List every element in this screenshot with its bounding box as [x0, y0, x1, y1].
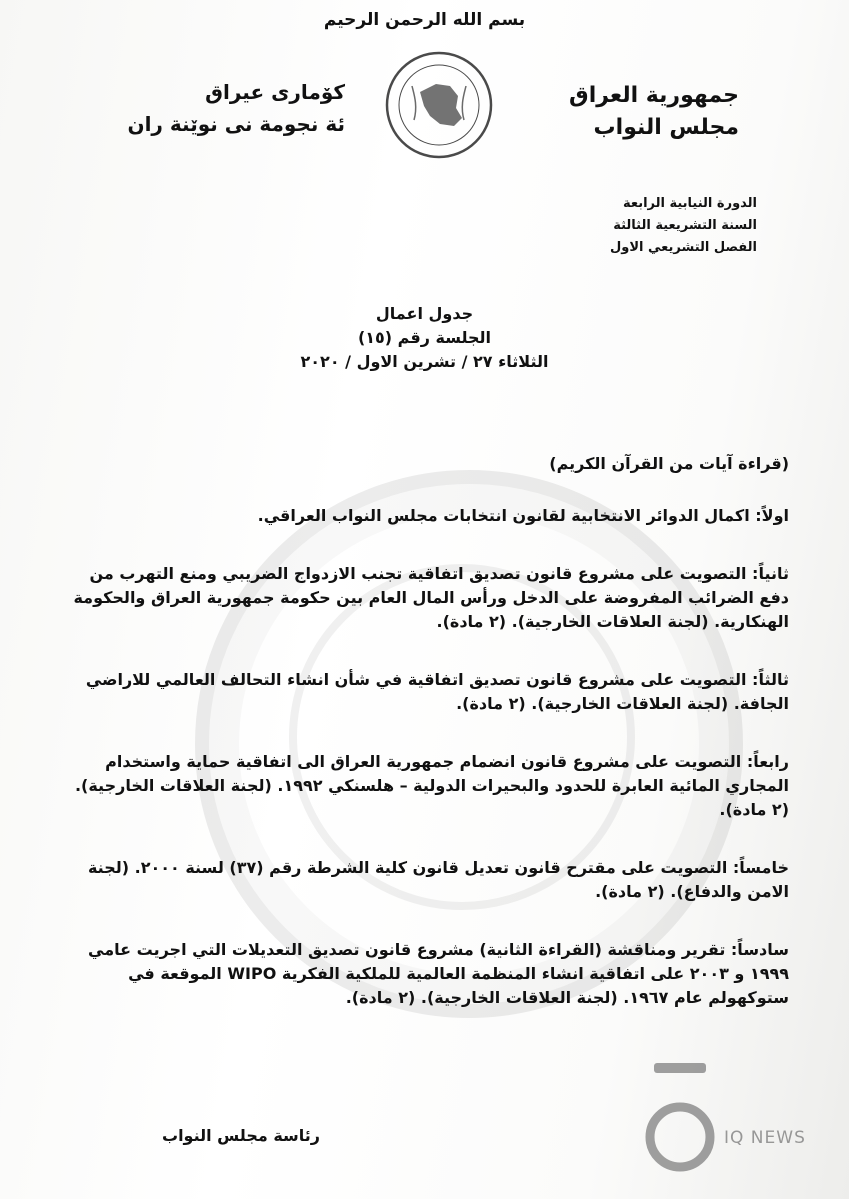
agenda-item-5: خامساً: التصويت على مقترح قانون تعديل قانون كلية الشرطة رقم (٣٧) لسنة ٢٠٠٠. (لجنة الامن والدفاع). (٢ مادة).: [87, 858, 789, 901]
agenda-heading: [0, 302, 849, 374]
republic-name: جمهورية العراق: [569, 83, 739, 108]
agenda-item-2: ثانياً: التصويت على مشروع قانون تصديق اتفاقية تجنب الازدواج الضريبي ومنع التهرب من دفع الضرائب المفروضة على الدخل ورأس المال العام بين حكومة جمهورية العراق والحكومة الهنكارية. (لجنة العلاقات الخارجية). (٢ مادة).: [73, 564, 789, 631]
parliamentary-term: الدورة النيابية الرابعة: [622, 196, 757, 211]
header-arabic: [519, 80, 739, 144]
session-number: الجلسة رقم (١٥): [357, 328, 492, 347]
council-name: مجلس النواب: [593, 115, 739, 140]
legislative-chapter: الفصل التشريعي الاول: [610, 240, 757, 255]
legislative-year: السنة التشريعية الثالثة: [613, 218, 757, 233]
session-info: [497, 193, 757, 259]
agenda-item-opening: (قراءة آيات من القرآن الكريم): [549, 454, 789, 473]
header-kurdish: [115, 76, 345, 140]
iq-news-wordmark: IQ NEWS: [724, 1128, 806, 1148]
agenda-item-3: ثالثاً: التصويت على مشروع قانون تصديق اتفاقية في شأن انشاء التحالف العالمي للاراضي الجافة. (لجنة العلاقات الخارجية). (٢ مادة).: [85, 670, 789, 713]
agenda-items: [64, 452, 789, 1044]
agenda-item-1: اولاً: اكمال الدوائر الانتخابية لقانون انتخابات مجلس النواب العراقي.: [257, 506, 789, 525]
agenda-item-4: رابعاً: التصويت على مشروع قانون انضمام جمهورية العراق الى اتفاقية حماية واستخدام المجاري المائية العابرة للحدود والبحيرات الدولية – هلسنكي ١٩٩٢. (لجنة العلاقات الخارجية). (٢ مادة).: [74, 752, 789, 819]
agenda-item-6: سادساً: تقرير ومناقشة (القراءة الثانية) مشروع قانون تصديق التعديلات التي اجريت عامي ١٩٩٩ و ٢٠٠٣ على اتفاقية انشاء المنظمة العالمية للملكية الفكرية WIPO الموقعة في ستوكهولم عام ١٩٦٧. (لجنة العلاقات الخارجية). (٢ مادة).: [88, 940, 789, 1007]
agenda-title: جدول اعمال: [375, 304, 474, 323]
council-name-kurdish: ئة نجومة نى نوێنة ران: [127, 112, 345, 136]
session-date: الثلاثاء ٢٧ / تشرين الاول / ٢٠٢٠: [300, 352, 549, 371]
republic-name-kurdish: كۆمارى عيراق: [205, 80, 345, 104]
iq-news-logo: [640, 1055, 840, 1195]
signature-block: رئاسة مجلس النواب: [161, 1126, 320, 1145]
bismillah: بسم الله الرحمن الرحيم: [323, 10, 526, 30]
parliament-seal-logo: [384, 50, 494, 160]
